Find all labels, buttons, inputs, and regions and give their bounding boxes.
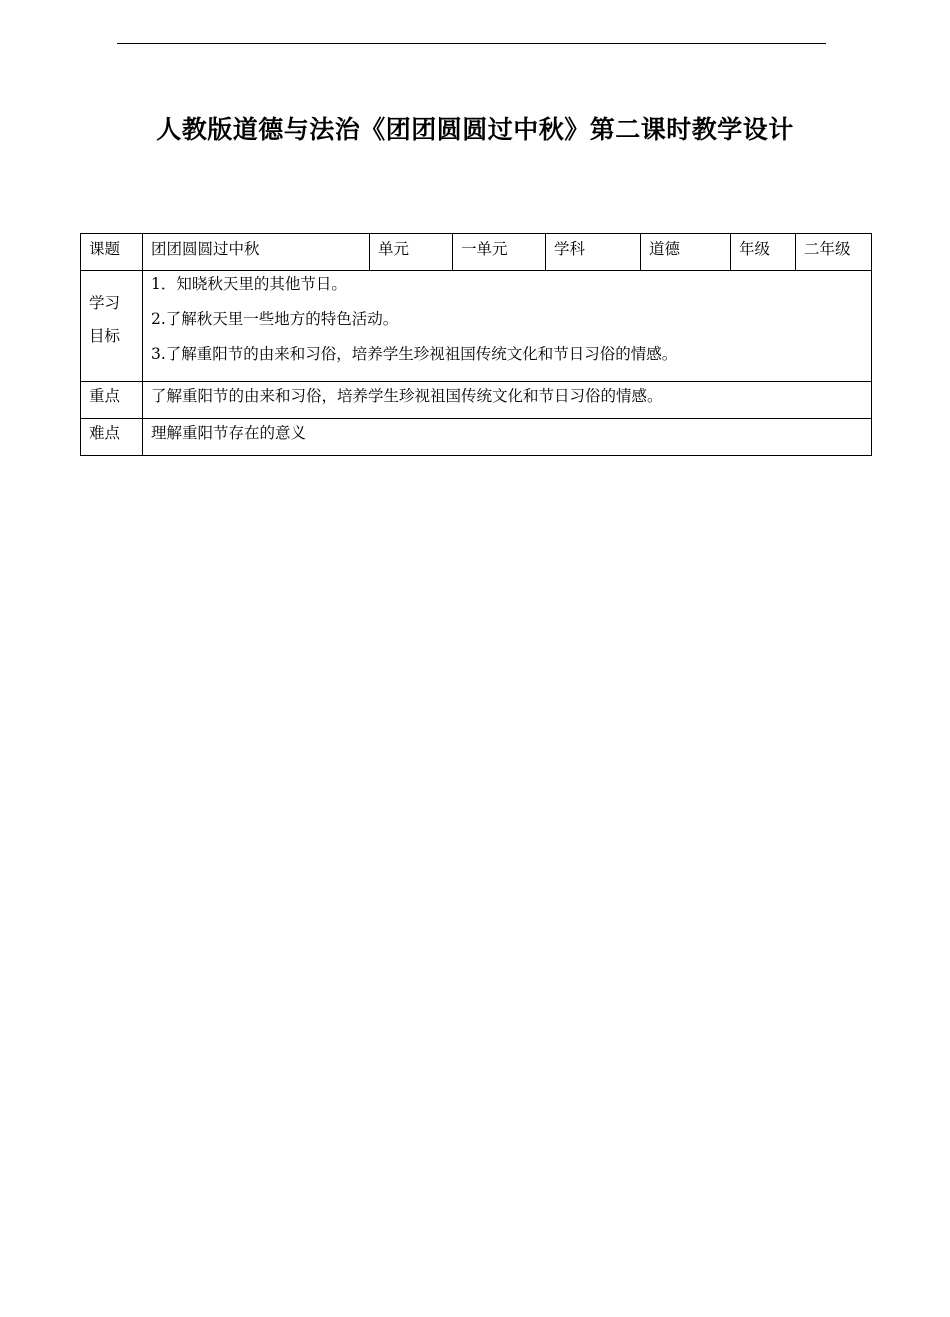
subject-value: 道德 [641, 234, 731, 271]
key-point-value: 了解重阳节的由来和习俗，培养学生珍视祖国传统文化和节日习俗的情感。 [143, 382, 872, 419]
document-title: 人教版道德与法治《团团圆圆过中秋》第二课时教学设计 [156, 115, 794, 144]
difficulty-value: 理解重阳节存在的意义 [143, 419, 872, 456]
grade-value: 二年级 [796, 234, 872, 271]
topic-value: 团团圆圆过中秋 [143, 234, 370, 271]
lesson-plan-table [80, 233, 872, 456]
unit-value: 一单元 [453, 234, 546, 271]
difficulty-label: 难点 [81, 419, 143, 456]
table-row-header [81, 234, 872, 271]
goal-item-1: 1．知晓秋天里的其他节日。 [151, 275, 347, 293]
goal-item-3: 3.了解重阳节的由来和习俗，培养学生珍视祖国传统文化和节日习俗的情感。 [151, 345, 678, 363]
header-rule [117, 43, 826, 44]
goal-item-2: 2.了解秋天里一些地方的特色活动。 [151, 310, 399, 328]
key-point-label: 重点 [81, 382, 143, 419]
subject-label: 学科 [546, 234, 641, 271]
topic-label: 课题 [81, 234, 143, 271]
table-row-key-point [81, 382, 872, 419]
table-row-goals [81, 271, 872, 382]
table-row-difficulty [81, 419, 872, 456]
grade-label: 年级 [731, 234, 796, 271]
goals-label-line1: 学习 [89, 294, 121, 312]
goals-label-line2: 目标 [89, 327, 121, 345]
goals-label-cell [81, 271, 143, 382]
unit-label: 单元 [370, 234, 453, 271]
goals-content-cell [143, 271, 872, 382]
